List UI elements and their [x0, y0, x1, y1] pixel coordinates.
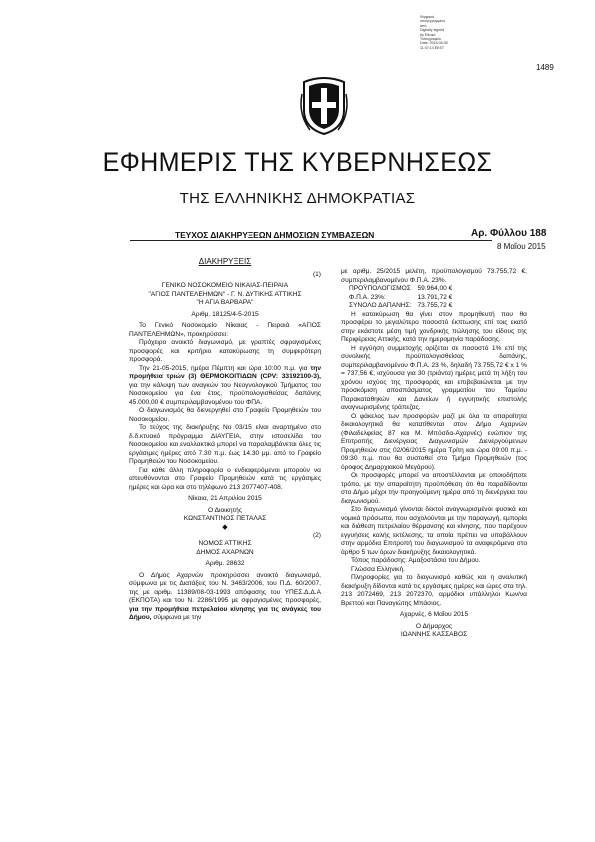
paragraph: Πρόχειρο ανοικτό διαγωνισμό, με γραπτές σφραγισμένες προσφορές και κριτήριο κατακύρωσης τη συμφερότερη προσφορά. [129, 339, 321, 363]
signatory-name: ΚΩΝΣΤΑΝΤΙΝΟΣ ΠΕΤΑΛΑΣ [183, 515, 267, 522]
notice-number: (2) [312, 531, 321, 539]
budget-table [349, 285, 458, 311]
sheet-number: Αρ. Φύλλου 188 [471, 228, 547, 239]
issue-date: 8 Μαΐου 2015 [497, 242, 546, 251]
paragraph: Για κάθε άλλη πληροφορία ο ενδιαφερόμενοι μπορούν να απευθύνονται στο Γραφείο Προμηθειών κατά τις εργάσιμες ημέρες και ώρα και στο τηλέφωνο 213 2077407-408. [129, 466, 321, 491]
organization-line: "Η ΑΓΙΑ ΒΑΡΒΑΡΑ" [196, 299, 254, 306]
budget-label: ΠΡΟΫΠΟΛΟΓΙΣΜΟΣ [349, 285, 411, 292]
notice-date: Αχαρνές, 6 Μαΐου 2015 [399, 611, 469, 618]
paragraph: Στο διαγωνισμό γίνονται δεκτοί αναγνωρισμένοι φυσικά και νομικά πρόσωπα, που ασχολούνται με την παραγωγή, εμπορία και διάθεση πετρελαίου θέρμανσης και κίνησης, που παρέχουν εγγυήσεις καλής εκτέλεσης, τα οποία πρέπει να υποβάλλουν στην αρμόδια Επιτροπή του διαγωνισμού τα αναφερόμενα στο άρθρο 5 των όρων διακήρυξης δικαιολογητικά. [341, 506, 527, 556]
digital-signature-stamp [420, 15, 478, 50]
issue-series: ΤΕΥΧΟΣ ΔΙΑΚΗΡΥΞΕΩΝ ΔΗΜΟΣΙΩΝ ΣΥΜΒΑΣΕΩΝ [175, 230, 375, 240]
paragraph-bold-text: για την προμήθεια πετρελαίου κίνησης για τις ανάγκες του Δήμου, [129, 605, 321, 621]
paragraph: Γλώσσα Ελληνική. [351, 565, 405, 573]
paragraph-text: για την κάλυψη των αναγκών του Νεογνολογικού Τμήματος του Νοσοκομείου για ένα έτος, προϋπολογισθείσας δαπάνης 45.000,00 € συμπεριλαμβανομένου του ΦΠΑ. [129, 381, 321, 406]
paragraph: Οι προσφορές μπορεί να αποστέλλονται με οποιοδήποτε τρόπο, με την απαραίτητη προϋπόθεση ότι θα παραδίδονται στο Δήμο μέχρι την προηγούμενη ημέρα από τη διενέργεια του διαγωνισμού. [341, 472, 527, 505]
reference-number: Αριθμ. 28632 [205, 560, 245, 567]
paragraph: Τόπος παράδοσης: Αμαξοστάσιο του Δήμου. [351, 557, 481, 564]
stamp-line: υπογεγραμμένο [420, 19, 446, 24]
paragraph [129, 365, 321, 408]
stamp-line: by Εθνικό [420, 32, 436, 37]
organization-line: ΔΗΜΟΣ ΑΧΑΡΝΩΝ [196, 548, 254, 556]
table-row [349, 294, 458, 303]
notice-date: Νίκαια, 21 Απριλίου 2015 [188, 495, 262, 502]
stamp-line: από [420, 23, 427, 28]
section-heading: ΔΙΑΚΗΡΥΞΕΙΣ [198, 257, 252, 266]
stamp-line: Date: 2015.05.08 [420, 41, 448, 46]
paragraph: Ο διαγωνισμός θα διενεργηθεί στο Γραφείο Προμηθειών του Νοσοκομείου. [129, 407, 321, 423]
separator-diamond-icon: ◆ [222, 523, 228, 531]
budget-value: 59.964,00 € [417, 285, 453, 292]
stamp-line: Ψηφιακά [420, 15, 435, 19]
reference-number: Αριθμ. 18125/4-5-2015 [191, 310, 259, 318]
right-column [341, 268, 527, 640]
paragraph: Πληροφορίες για το διαγωνισμό καθώς και η αναλυτική διακήρυξη δίδονται κατά τις εργάσιμες ημέρες και ώρες στα τηλ. 213 2072469, 213 2072370, αρμόδιοι υπάλληλοι Κων/να Βρεττού και Παναγιώτης Μπάσιος. [341, 574, 527, 607]
notice-number: (1) [312, 270, 321, 278]
gazette-title: ΕΦΗΜΕΡΙΣ ΤΗΣ ΚΥΒΕΡΝΗΣΕΩΣ [102, 147, 493, 177]
budget-value: 73.755,72 € [417, 302, 453, 309]
table-row [349, 285, 458, 294]
budget-label: Φ.Π.Α. 23%: [349, 293, 386, 301]
signatory-role: Ο Διοικητής [207, 506, 242, 514]
stamp-line: Digitally signed [420, 28, 445, 33]
paragraph: Ο φάκελος των προσφορών μαζί με όλα τα απαραίτητα δικαιολογητικά θα κατατίθενται στον Δήμο Αχαρνών (Φιλαδελφείας 87 και Μ. Μπόσδα-Αχαρνές) ενώπιον της Επιτροπής Διενέργειας Διαγωνισμών Διενεργούμενων Προμηθειών στις 02/06/2015 ημέρα Τρίτη και ώρα 09:00 π.μ. - 09:30 π.μ. που θα συσταθεί στο Τμήμα Προμηθειών (τος όροφος Δημαρχιακού Μεγάρου). [341, 412, 527, 471]
gazette-subtitle: ΤΗΣ ΕΛΛΗΝΙΚΗΣ ΔΗΜΟΚΡΑΤΙΑΣ [179, 190, 416, 207]
stamp-line: 11:47:14 EEST [420, 45, 445, 50]
budget-value: 13.791,72 € [417, 293, 453, 301]
page-number: 1489 [536, 63, 554, 72]
header-rule [130, 240, 492, 241]
signatory-role: Ο Δήμαρχος [415, 622, 453, 630]
organization-line: "ΑΓΙΟΣ ΠΑΝΤΕΛΕΗΜΩΝ" - Γ. Ν. ΔΥΤΙΚΗΣ ΑΤΤΙΚΗΣ [148, 290, 302, 298]
stamp-line: Τυπογραφείο [420, 37, 441, 42]
paragraph-text: σύμφωνα με την [151, 614, 202, 621]
paragraph [129, 572, 321, 623]
paragraph-bold-text: την προμήθεια τριών (3) ΘΕΡΜΟΚΟΙΤΙΔΩΝ (CPV: 33192100-3), [129, 364, 321, 380]
paragraph: Το Γενικό Νοσοκομείο Νίκαιας - Πειραιά «ΑΓΙΟΣ ΠΑΝΤΕΛΕΗΜΩΝ», προκηρύσσει: [129, 322, 321, 338]
organization-line: ΓΕΝΙΚΟ ΝΟΣΟΚΟΜΕΙΟ ΝΙΚΑΙΑΣ-ΠΕΙΡΑΙΑ [161, 282, 289, 289]
paragraph: Η κατακύρωση θα γίνει στον προμηθευτή που θα προσφέρει το μεγαλύτερο ποσοστό έκπτωσης επί τοις εκατό στην εκάστοτε μέση τιμή χονδρικής πώλησης του είδους της Περιφέρειας Αττικής, κατά την ημερομηνία παράδοσης. [341, 310, 527, 343]
signatory-name: ΙΩΑΝΝΗΣ ΚΑΣΣΑΒΟΣ [400, 631, 468, 638]
budget-label: ΣΥΝΟΛΟ ΔΑΠΑΝΗΣ: [349, 302, 412, 309]
organization-line: ΝΟΜΟΣ ΑΤΤΙΚΗΣ [198, 540, 252, 547]
paragraph-text: Την 21-05-2015, ημέρα Πέμπτη και ώρα 10:00 π.μ. για [139, 364, 311, 372]
table-row [349, 302, 458, 311]
left-column [129, 258, 321, 623]
coat-of-arms-icon [300, 74, 348, 136]
paragraph: Το τεύχος της διακήρυξης Νο 03/15 είναι αναρτημένο στο δ.δ.κτυακό πρόγραμμα ΔΙΑΥΓΕΙΑ, στην ιστοσελίδα του Νοσοκομείου και εναλλακτικά μπορεί να παραλαμβάνεται όλες τις εργάσιμες ημέρες από 7.30 π.μ. έως 14.30 μμ. από το Γραφείο Προμηθειών του Νοσοκομείου. [129, 424, 321, 465]
paragraph: με αριθμ. 25/2015 μελέτη, προϋπολογισμού 73.755,72 €, συμπεριλαμβανομένου Φ.Π.Α. 23%. [341, 268, 527, 284]
paragraph-text: Ο Δήμος Αχαρνών προκηρύσσει ανοικτό διαγωνισμό, σύμφωνα με τις Διατάξεις του Ν. 3463/2006, του Π.Δ. 60/2007, της με αριθμ. 11389/08-03-1993 απόφασης του ΥΠΕΣ.Δ.Δ.Α (ΕΚΠΟΤΑ) και του Ν. 2286/1995 με σφραγισμένες προσφορές, [129, 571, 321, 604]
paragraph: Η εγγύηση συμμετοχής ορίζεται σε ποσοστό 1% επί της συνολικής προϋπολογισθείσας δαπάνης, συμπεριλαμβανομένου Φ.Π.Α. 23 %, δηλαδή 73.755,72 € x 1 % = 737,56 €, ισχύουσα για 30 (τριάντα) ημέρες μετά τη λήξη του χρόνου ισχύος της προσφοράς και επιβεβαιώνεται με την προσκόμιση αποσπάσματος γραμματίου του Ταμείου Παρακαταθηκών και Δανείων ή εγγυητικής επιστολής αναγνωρισμένης τράπεζας. [341, 344, 527, 411]
